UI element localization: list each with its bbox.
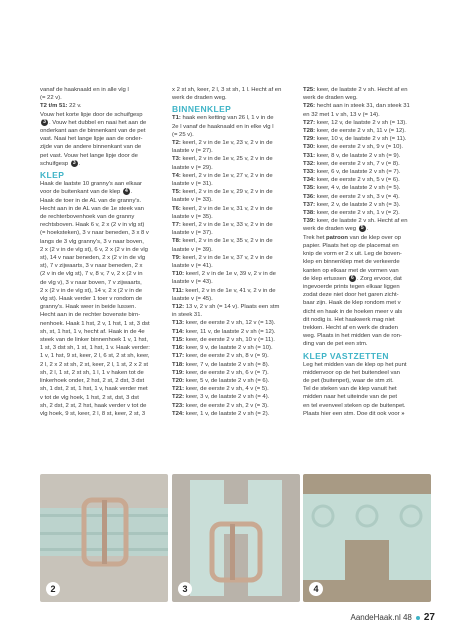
text-line: vast. Naai het lange lipje aan de onder- bbox=[40, 136, 143, 143]
column-1 bbox=[40, 86, 168, 418]
photo-4 bbox=[303, 474, 431, 602]
row-label: T8: bbox=[172, 238, 181, 245]
row-instruction bbox=[172, 303, 300, 311]
row-label: T13: bbox=[172, 320, 185, 327]
row-text: keer, 2 v, de laatste 2 v sh (= 3). bbox=[315, 201, 401, 208]
row-label: T25: bbox=[303, 87, 316, 93]
text-line: pet vast. Vouw het lange lipje door de bbox=[40, 152, 138, 159]
row-text: hecht aan in steek 31, dan steek 31 bbox=[315, 103, 410, 110]
row-instruction bbox=[172, 213, 300, 221]
text-line: trekken. Hecht af en werk de draden bbox=[303, 325, 398, 332]
row-label: T6: bbox=[172, 205, 181, 212]
text-line: ingevoerde prints tegen elkaar liggen bbox=[303, 284, 400, 290]
row-text: laatste v (= 33). bbox=[172, 197, 213, 204]
row-label: T1: bbox=[172, 115, 181, 122]
text-line: knip de vorm er 2 x uit. Leg de boven- bbox=[303, 251, 402, 258]
text-line: granny's. Haak weer in beide lussen. bbox=[40, 304, 137, 311]
row-instruction bbox=[172, 385, 300, 393]
row-text: laatste v (= 39). bbox=[172, 246, 213, 253]
row-text: werk de draden weg. bbox=[303, 95, 358, 102]
text-line: 2 x (2 v in de vlg st), 6 v, 2 x (2 v in de vlg bbox=[40, 246, 148, 253]
row-label: T37: bbox=[303, 201, 316, 208]
row-label: T39: bbox=[303, 218, 316, 225]
row-text: laatste v (= 43). bbox=[172, 279, 213, 286]
text-line: kanten op elkaar met de vormen van bbox=[303, 267, 399, 274]
text-line: langs de 3 vlg granny's, 3 v naar boven, bbox=[40, 238, 144, 245]
row-label: T17: bbox=[172, 353, 185, 360]
text-line: Hecht aan in de rechter bovenste birn- bbox=[40, 312, 141, 319]
row-instruction bbox=[172, 336, 300, 344]
text-line: de vlg v), 3 v naar boven, 7 v zijwaarts, bbox=[40, 279, 142, 286]
row-text: 2e l vanaf de haaknaald en in elke vlg l bbox=[172, 123, 274, 130]
row-instruction bbox=[172, 295, 300, 303]
row-text: laatste v (= 27). bbox=[172, 148, 213, 155]
text-line: vlg st). Haak verder 1 toer v rondom de bbox=[40, 296, 143, 303]
text-line: de rechterbovenhoek van de granny bbox=[40, 214, 135, 221]
row-text: keerl, 2 v in de 1e v, 35 v, 2 v in de bbox=[180, 238, 273, 245]
row-instruction bbox=[172, 369, 300, 377]
row-instruction bbox=[172, 377, 300, 385]
page-footer bbox=[350, 612, 435, 623]
text-line: schuifgesp 3 . bbox=[40, 159, 81, 167]
row-text: laatste v (= 41). bbox=[172, 263, 213, 270]
row-instruction bbox=[172, 188, 300, 196]
text-line: st), 14 v naar beneden, 2 x (2 v in de vlg bbox=[40, 255, 146, 262]
row-instruction bbox=[172, 402, 300, 410]
row-label: T7: bbox=[172, 222, 181, 229]
row-text: en 32 met 1 v sh, 13 v (= 14). bbox=[303, 111, 380, 118]
row-label: T22: bbox=[172, 394, 185, 401]
row-text: in steek 31. bbox=[172, 312, 203, 319]
text-line: Trek het patroon van de klep over op bbox=[303, 234, 402, 241]
row-instruction bbox=[303, 111, 431, 119]
row-instruction bbox=[172, 262, 300, 270]
row-label: T10: bbox=[172, 271, 185, 278]
row-instruction bbox=[172, 361, 300, 369]
row-instruction bbox=[172, 131, 300, 139]
row-text: keer, de laatste 2 v sh. Hecht af en bbox=[315, 218, 408, 225]
row-instruction bbox=[172, 410, 300, 418]
row-instruction bbox=[172, 270, 300, 278]
row-instruction bbox=[172, 393, 300, 401]
column-3 bbox=[303, 86, 431, 418]
text-line: onderkant aan de binnenkant van de pet bbox=[40, 128, 146, 135]
text-line: Tel de steken van de klep vanuit het bbox=[303, 386, 397, 393]
row-text: keer, de eerste 2 v sh, 5 v (= 6). bbox=[315, 177, 400, 184]
row-label: T19: bbox=[172, 369, 185, 376]
photo-3-image bbox=[172, 474, 300, 602]
photo-4-image bbox=[303, 474, 431, 602]
text-line: dit nodig is. Het haakwerk mag niet bbox=[303, 316, 395, 323]
row-text: keer, 10 v, de laatste 2 v sh (= 11). bbox=[315, 136, 407, 143]
text-line: dicht en haak in de hoeken meer v als bbox=[303, 308, 403, 315]
row-label: T35: bbox=[303, 185, 316, 192]
row-instruction bbox=[172, 229, 300, 237]
photo-ref-badge: 3 bbox=[71, 160, 78, 167]
text-line: (2 v in de vlg st), 7 v, 8 v, 7 v, 2 x (2 v in bbox=[40, 271, 143, 278]
photo-ref-badge: 5 bbox=[359, 225, 366, 232]
row-instruction bbox=[172, 254, 300, 262]
row-text: keer, 8 v, de laatste 2 v sh (= 9). bbox=[315, 152, 401, 159]
row-label: T11: bbox=[172, 287, 184, 294]
row-label: T30: bbox=[303, 144, 316, 151]
row-text: 22 v. bbox=[67, 103, 82, 110]
row-text: keer, de eerste 2 v sh, 4 v (= 5). bbox=[184, 386, 269, 393]
text-line: vanaf de haaknaald en in alle vlg l bbox=[40, 87, 129, 93]
row-text: keer, de eerste 2 v sh, 10 v (= 11). bbox=[184, 336, 275, 343]
row-text: keerl, 2 v in de 1e v, 27 v, 2 v in de bbox=[180, 172, 273, 179]
row-instruction bbox=[172, 196, 300, 204]
row-text: keerl, 2 v in de 1e v, 23 v, 2 v in de bbox=[180, 140, 273, 147]
row-label: T26: bbox=[303, 103, 316, 110]
row-label: T18: bbox=[172, 361, 185, 368]
text-line: de klep ertussen 6 . Zorg ervoor, dat bbox=[303, 274, 402, 282]
text-line: rechtsboven. Haak 6 v, 2 x (2 v in vlg st) bbox=[40, 222, 145, 229]
row-instruction bbox=[303, 193, 431, 201]
row-instruction bbox=[172, 246, 300, 254]
page-number: 27 bbox=[423, 612, 435, 623]
row-list bbox=[172, 114, 300, 418]
row-text: keer, 5 v, de laatste 2 v sh (= 6). bbox=[184, 377, 270, 384]
row-text: laatste v (= 35). bbox=[172, 213, 213, 220]
row-instruction bbox=[172, 147, 300, 155]
row-text: keer, 9 v, de laatste 2 v sh (= 10). bbox=[184, 345, 273, 352]
row-instruction bbox=[40, 102, 168, 110]
text-line: Hecht aan in de AL van de 1e steek van bbox=[40, 205, 144, 212]
row-instruction bbox=[303, 168, 431, 176]
text-line: nenhoek. Haak 1 hst, 2 v, 1 hst, 1 st, 3 dst bbox=[40, 320, 150, 327]
photo-number: 4 bbox=[309, 582, 323, 596]
row-instruction bbox=[303, 94, 431, 102]
row-label: T12: bbox=[172, 304, 185, 311]
text-line: st), 7 v zijwaarts, 3 v naar beneden, 2 x bbox=[40, 263, 143, 270]
row-label: T36: bbox=[303, 193, 316, 200]
row-instruction bbox=[172, 139, 300, 147]
row-label: T29: bbox=[303, 136, 316, 143]
row-text: keer, 3 v, de laatste 2 v sh (= 4). bbox=[184, 394, 270, 401]
row-label: T15: bbox=[172, 336, 185, 343]
text-line: Haak de toer in de AL van de granny's. bbox=[40, 197, 142, 204]
row-instruction bbox=[172, 319, 300, 327]
text-line: baar zijn. Haak de klep rondom met v bbox=[303, 300, 401, 307]
row-label: T28: bbox=[303, 128, 316, 135]
continue-arrow-icon: » bbox=[401, 410, 405, 417]
text-line: weg. Plaats in het midden van de ron- bbox=[303, 333, 402, 340]
text-line: 3 . Vouw het dubbel en naai het aan de bbox=[40, 119, 168, 127]
text-line: sh, 1 dst, 2 st, 1 hst, 1 v, haak verder met bbox=[40, 386, 148, 393]
text-line: middenvoor op de het buitendeel van bbox=[303, 369, 400, 376]
row-text: keerl, 2 v in de 1e v, 29 v, 2 v in de bbox=[180, 189, 273, 196]
row-label: T24: bbox=[172, 410, 185, 417]
row-text: keer, de eerste 2 v sh, 9 v (= 10). bbox=[315, 144, 404, 151]
row-label: T21: bbox=[172, 386, 185, 393]
photo-ref-badge: 3 bbox=[41, 119, 48, 126]
row-instruction bbox=[172, 123, 300, 131]
text-line: midden naar het uiteinde van de pet bbox=[303, 394, 397, 401]
row-label: T2 t/m 51: bbox=[40, 103, 68, 110]
text-line: 1 st, 3 dst sh, 1 st, 1 hst, 1 v. Haak verder: bbox=[40, 345, 150, 352]
row-instruction bbox=[172, 328, 300, 336]
row-instruction bbox=[172, 352, 300, 360]
text-line: v tot de vlg hoek, 1 hst, 2 st, dst, 3 dst bbox=[40, 394, 139, 401]
row-label: T27: bbox=[303, 119, 316, 126]
text-line: linkerhoek onder, 2 hst, 2 st, 2 dst, 3 dst bbox=[40, 378, 145, 385]
row-label: T4: bbox=[172, 172, 181, 179]
row-text: keer, de eerste 2 v sh, 2 v (= 3). bbox=[184, 402, 269, 409]
photo-number: 2 bbox=[46, 582, 60, 596]
text-line: Vouw het korte lipje door de schuifgesp bbox=[40, 111, 143, 118]
text-line: papier. Plaats het op de placemat en bbox=[303, 242, 399, 249]
row-text: laatste v (= 29). bbox=[172, 164, 213, 171]
row-text: laatste v (= 31). bbox=[172, 181, 213, 188]
text-line: 1 v, 1 hst, 9 st, keer, 2 l, 6 st, 2 st sh, keer, bbox=[40, 353, 150, 360]
row-instruction bbox=[172, 164, 300, 172]
row-text: keer, 11 v, de laatste 2 v sh (= 12). bbox=[184, 328, 276, 335]
text-line: (= 22 v). bbox=[40, 95, 62, 102]
text-line: de pet (buitenpet), waar de stm zit. bbox=[303, 378, 394, 385]
row-label: T23: bbox=[172, 402, 185, 409]
row-instruction bbox=[172, 287, 300, 295]
footer-site: AandeHaak.nl 48 bbox=[350, 613, 412, 622]
photo-3 bbox=[172, 474, 300, 602]
row-label: T20: bbox=[172, 377, 185, 384]
row-instruction bbox=[303, 217, 431, 225]
row-label: T38: bbox=[303, 210, 316, 217]
text-line: Leg het midden van de klep op het punt bbox=[303, 361, 407, 368]
row-instruction bbox=[172, 114, 300, 122]
photo-2-image bbox=[40, 474, 168, 602]
row-label: T33: bbox=[303, 169, 316, 176]
row-instruction bbox=[172, 278, 300, 286]
row-instruction bbox=[172, 180, 300, 188]
row-label: T3: bbox=[172, 156, 181, 163]
text-line: sh, 2 dst, 2 st, 2 hst, haak verder v tot de bbox=[40, 402, 147, 409]
photo-number: 3 bbox=[178, 582, 192, 596]
row-text: keerl, 2 v in de 1e v, 25 v, 2 v in de bbox=[180, 156, 273, 163]
row-text: keer, de eerste 2 v sh, 8 v (= 9). bbox=[184, 353, 269, 360]
row-label: T5: bbox=[172, 189, 181, 196]
text-line: Plaats hier een stm. Doe dit ook voor » bbox=[303, 410, 405, 417]
photo-ref-badge: 4 bbox=[123, 188, 130, 195]
row-label: T34: bbox=[303, 177, 316, 184]
row-text: keer, 4 v, de laatste 2 v sh (= 5). bbox=[315, 185, 401, 192]
pattern-word: patroon bbox=[326, 234, 348, 241]
row-text: keer, 12 v, de laatste 2 v sh (= 13). bbox=[315, 119, 407, 126]
row-instruction bbox=[303, 86, 431, 94]
photo-ref-badge: 6 bbox=[349, 275, 356, 282]
row-instruction bbox=[303, 135, 431, 143]
row-text: keer, 6 v, de laatste 2 v sh (= 7). bbox=[315, 169, 401, 176]
text-line: werk de draden weg. bbox=[172, 95, 227, 102]
row-instruction bbox=[303, 201, 431, 209]
text-line: werk de draden weg 5 . bbox=[303, 225, 369, 233]
row-text: laatste v (= 37). bbox=[172, 230, 213, 237]
row-instruction bbox=[303, 102, 431, 110]
row-instruction bbox=[172, 344, 300, 352]
row-instruction bbox=[172, 205, 300, 213]
footer-dot-icon bbox=[416, 616, 420, 620]
text-line: zijde van de andere binnenkant van de bbox=[40, 144, 142, 151]
row-instruction bbox=[303, 119, 431, 127]
row-text: keer, de eerste 2 v sh, 11 v (= 12). bbox=[315, 128, 406, 135]
row-label: T2: bbox=[172, 140, 181, 147]
row-text: keer, 7 v, de laatste 2 v sh (= 8). bbox=[184, 361, 270, 368]
text-line: en tel evenveel steken op de buitenpet. bbox=[303, 402, 406, 409]
row-instruction bbox=[303, 176, 431, 184]
row-text: laatste v (= 45). bbox=[172, 295, 213, 302]
row-text: keerl, 2 v in de 1e v, 31 v, 2 v in de bbox=[180, 205, 273, 212]
row-instruction bbox=[172, 172, 300, 180]
row-text: keerl, 2 v in de 1e v, 37 v, 2 v in de bbox=[180, 254, 273, 261]
text-line: voor de buitenkant van de klep 4 . bbox=[40, 188, 133, 196]
row-list bbox=[303, 86, 431, 225]
row-instruction bbox=[172, 237, 300, 245]
text-line: Haak de laatste 10 granny's aan elkaar bbox=[40, 181, 142, 188]
row-text: keer, 1 v, de laatste 2 v sh (= 2). bbox=[184, 410, 270, 417]
row-instruction bbox=[303, 160, 431, 168]
text-line: sh, 2 l, 1 st, 2 st sh, 1 l, 1 v haken tot de bbox=[40, 369, 144, 376]
row-instruction bbox=[303, 184, 431, 192]
text-line: x 2 st sh, keer, 2 l, 3 st sh, 1 l. Hecht af en bbox=[172, 87, 282, 93]
text-line: klep en binnenklep met de verkeerde bbox=[303, 259, 400, 266]
row-text: keer, de laatste 2 v sh. Hecht af en bbox=[315, 87, 408, 93]
row-instruction bbox=[172, 155, 300, 163]
photo-2 bbox=[40, 474, 168, 602]
section-heading-binnenklep: BINNENKLEP bbox=[172, 104, 232, 115]
row-text: keerl, 2 v in de 1e v, 33 v, 2 v in de bbox=[180, 222, 273, 229]
row-label: T31: bbox=[303, 152, 316, 159]
section-heading-klep: KLEP bbox=[40, 170, 65, 181]
row-instruction bbox=[303, 152, 431, 160]
row-instruction bbox=[303, 127, 431, 135]
row-text: 13 v, 2 v sh (= 14 v). Plaats een stm bbox=[184, 304, 280, 311]
row-text: haak een ketting van 26 l, 1 v in de bbox=[180, 115, 274, 122]
row-text: keer, de eerste 2 v sh, 12 v (= 13). bbox=[184, 320, 276, 327]
row-label: T9: bbox=[172, 254, 181, 261]
row-label: T14: bbox=[172, 328, 185, 335]
text-line: 2 x (2 v in de vlg st), 14 v, 2 x (2 v in de bbox=[40, 287, 143, 294]
row-instruction bbox=[303, 209, 431, 217]
row-text: keerl, 2 v in de 1e v, 41 v, 2 v in de bbox=[183, 287, 276, 294]
text-line: (= hoeksteken), 3 v naar beneden, 3 x 8 v bbox=[40, 230, 149, 237]
row-text: keer, de eerste 2 v sh, 7 v (= 8). bbox=[315, 160, 400, 167]
text-line: zodat deze niet door het garen zicht- bbox=[303, 292, 399, 299]
row-text: keer, de eerste 2 v sh, 6 v (= 7). bbox=[184, 369, 269, 376]
row-label: T32: bbox=[303, 160, 316, 167]
row-text: (= 25 v). bbox=[172, 131, 194, 138]
text-line: ding van de pet een stm. bbox=[303, 341, 368, 348]
row-text: keer, de eerste 2 v sh, 3 v (= 4). bbox=[315, 193, 400, 200]
text-line: 2 l, 2 x 2 st sh, 2 st, keer, 2 l, 1 st, 2 x 2 st bbox=[40, 361, 149, 368]
column-2 bbox=[172, 86, 300, 418]
row-instruction bbox=[172, 311, 300, 319]
row-text: keerl, 2 v in de 1e v, 39 v, 2 v in de bbox=[184, 271, 276, 278]
row-instruction bbox=[172, 221, 300, 229]
text-line: sh, st, 1 hst, 1 v, hecht af. Haak in de 4e bbox=[40, 328, 145, 335]
row-instruction bbox=[303, 143, 431, 151]
section-heading-klep-vastzetten: KLEP VASTZETTEN bbox=[303, 350, 389, 361]
row-label: T16: bbox=[172, 345, 185, 352]
row-text: keer, de eerste 2 v sh, 1 v (= 2). bbox=[315, 210, 400, 217]
text-line: vlg hoek, 9 st, keer, 2 l, 8 st, keer, 2 st, 3 bbox=[40, 410, 146, 417]
text-line: steek van de linker binnenhoek 1 v, 1 hst, bbox=[40, 337, 148, 344]
